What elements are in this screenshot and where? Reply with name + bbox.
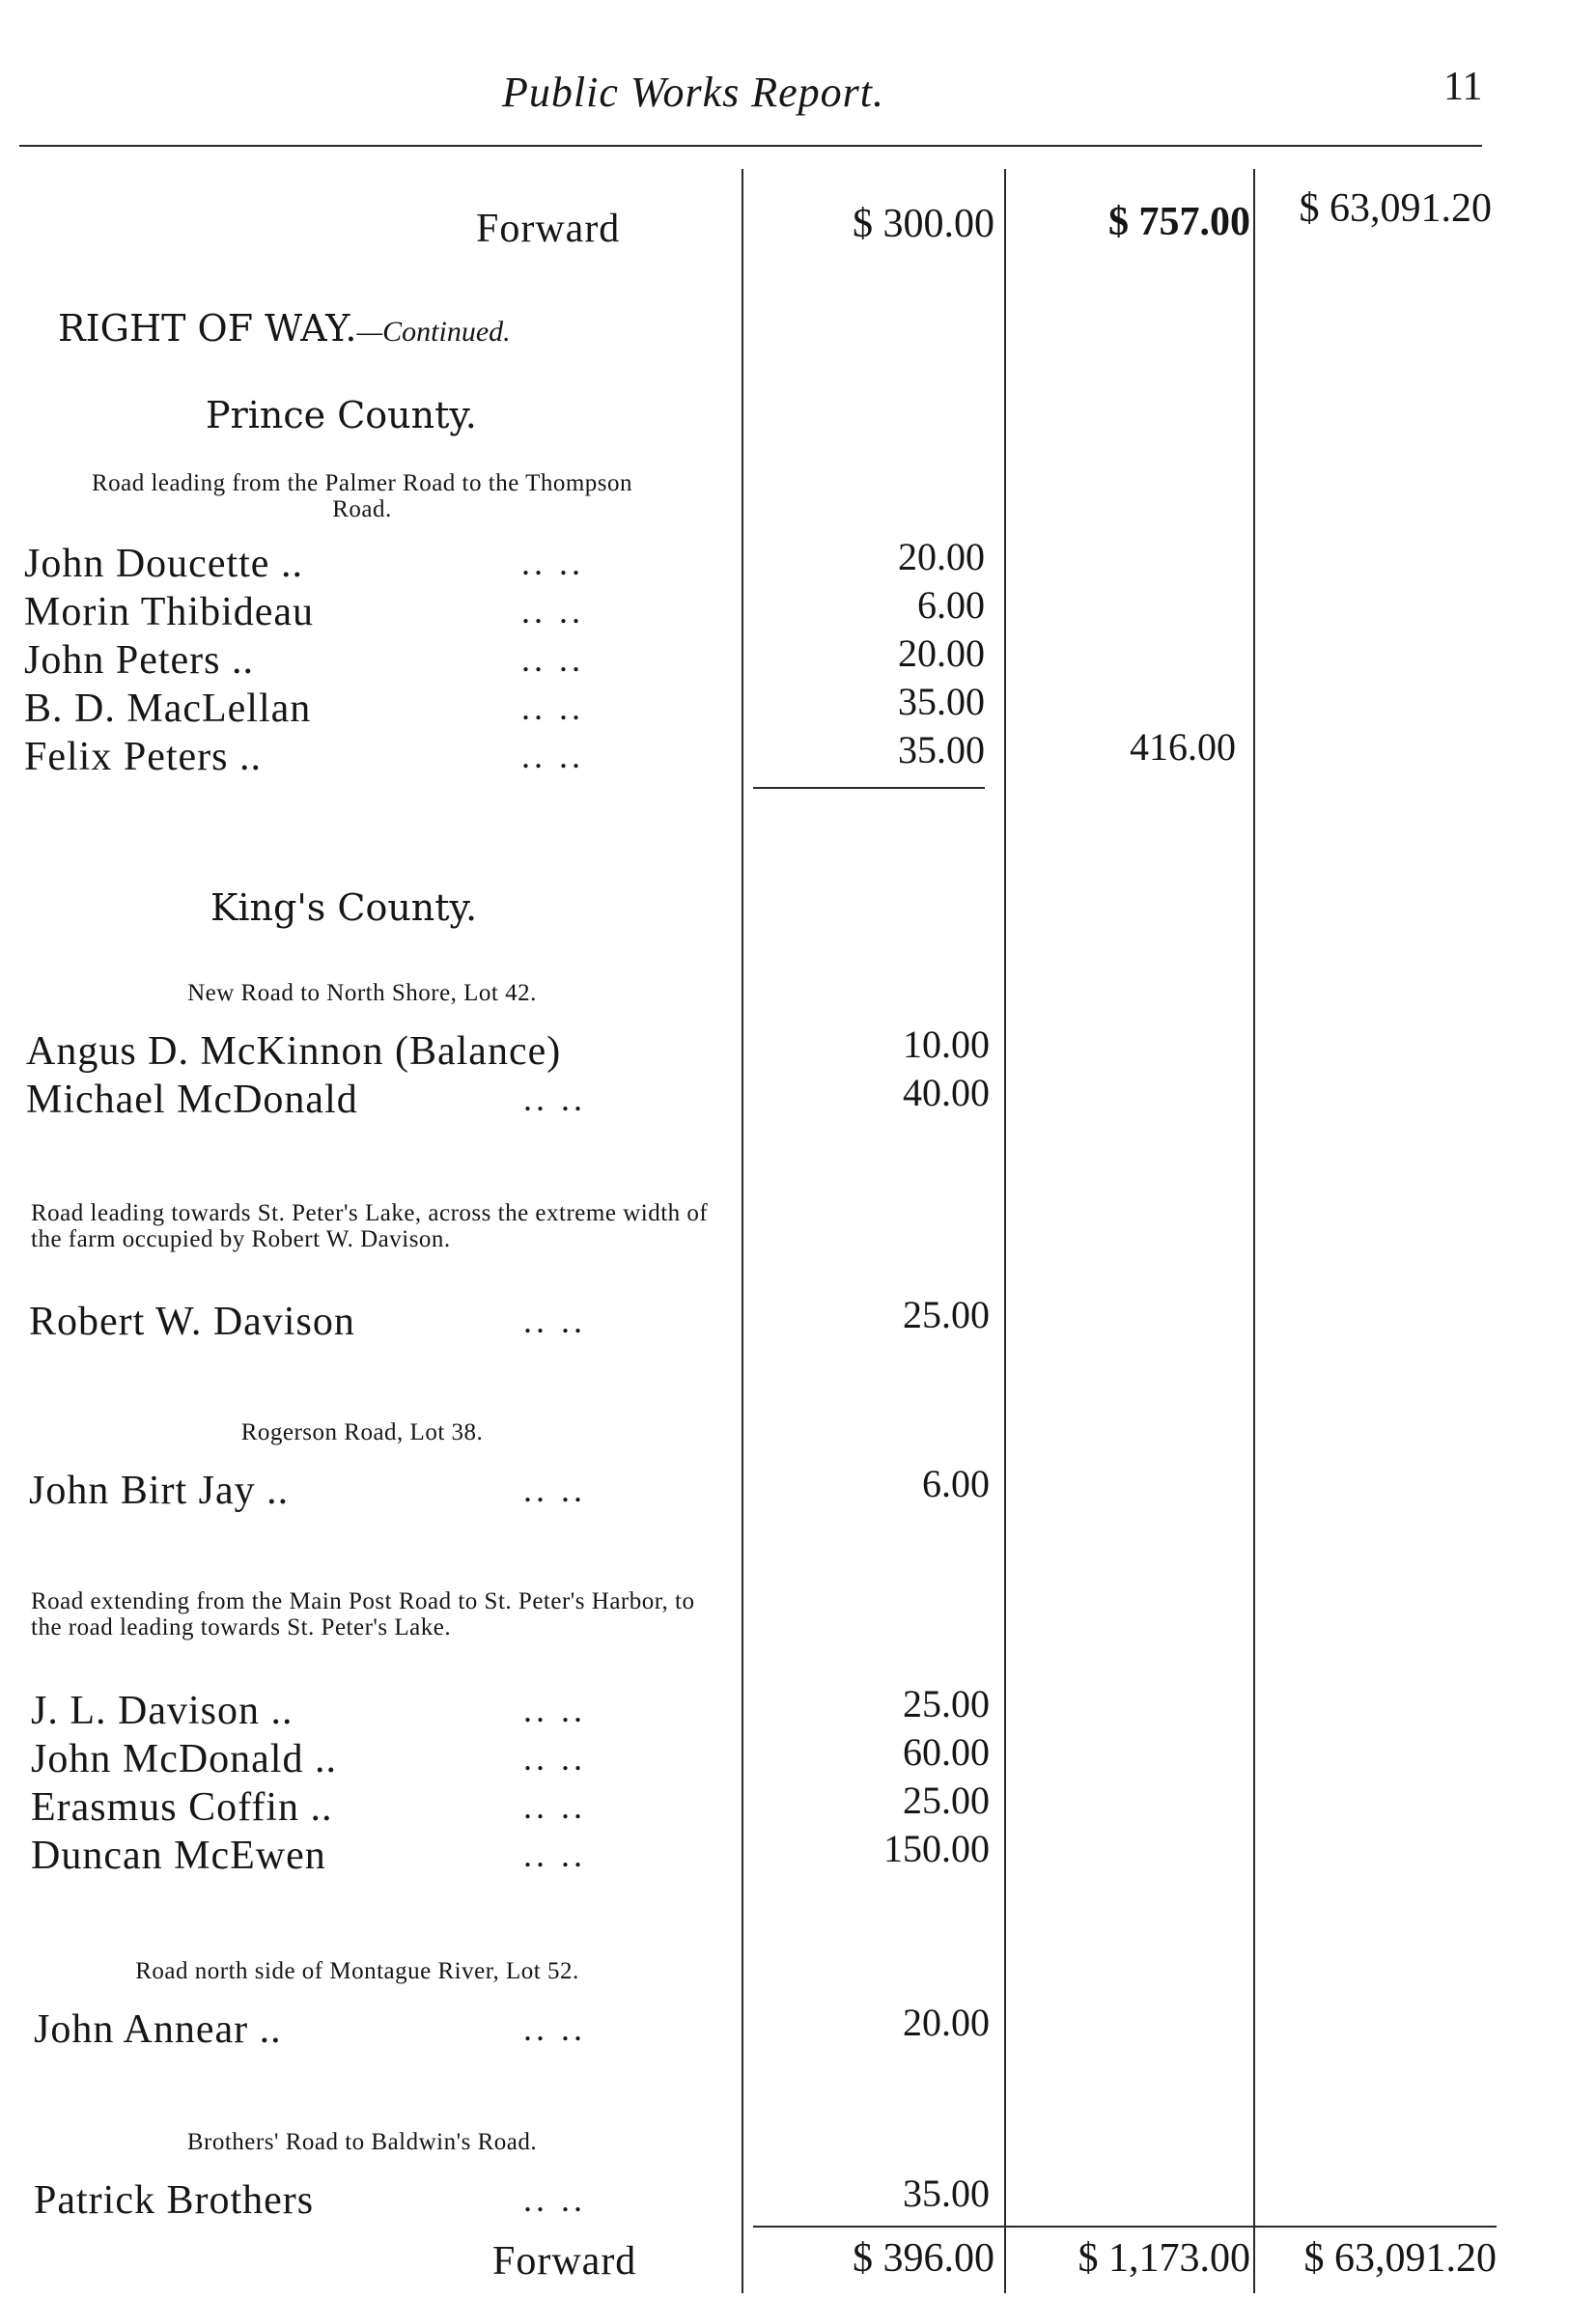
prince-road-description: Road leading from the Palmer Road to the Thompson Road.	[91, 470, 633, 522]
entry-amount: 10.00	[903, 1023, 990, 1066]
entry-dots: .. ..	[521, 544, 584, 582]
forward-label-bottom: Forward	[492, 2239, 637, 2284]
entry-dots: .. ..	[521, 592, 584, 631]
entry-amount: 25.00	[903, 1682, 990, 1725]
page-number: 11	[1443, 65, 1483, 109]
forward-label-top: Forward	[476, 207, 621, 251]
entry-dots: .. ..	[523, 2009, 586, 2048]
entry-dots: .. ..	[523, 1739, 586, 1778]
page-header-title: Public Works Report.	[502, 69, 884, 116]
entry-name: Michael McDonald	[26, 1078, 358, 1122]
entry-amount: 35.00	[903, 2172, 990, 2215]
section-continued: —Continued.	[356, 316, 511, 348]
entry-name: Felix Peters ..	[24, 735, 262, 779]
entry-name: Robert W. Davison	[29, 1300, 355, 1344]
prince-subtotal: 416.00	[1130, 725, 1236, 769]
kings-road-description: Road north side of Montague River, Lot 52.	[135, 1958, 579, 1984]
section-title-text: RIGHT OF WAY.	[58, 307, 357, 350]
entry-name: John Doucette ..	[24, 542, 303, 586]
entry-dots: .. ..	[523, 1836, 586, 1874]
entry-name: B. D. MacLellan	[24, 687, 312, 731]
entry-dots: .. ..	[521, 688, 584, 727]
forward-top-col2: $ 757.00	[1108, 200, 1250, 244]
entry-amount: 40.00	[903, 1071, 990, 1114]
forward-bottom-col2: $ 1,173.00	[1078, 2236, 1250, 2281]
entry-name: J. L. Davison ..	[31, 1689, 294, 1733]
kings-road-description: Rogerson Road, Lot 38.	[240, 1419, 484, 1445]
entry-dots: .. ..	[523, 1471, 586, 1509]
entry-amount: 35.00	[898, 680, 985, 723]
entry-name: Angus D. McKinnon (Balance)	[26, 1029, 562, 1074]
entry-amount: 6.00	[922, 1462, 990, 1505]
kings-road-description: Road extending from the Main Post Road to St. Peter's Harbor, to the road leading towards St. Peter's Lake.	[31, 1588, 695, 1640]
entry-name: Morin Thibideau	[24, 590, 315, 634]
entry-name: John Birt Jay ..	[29, 1469, 290, 1513]
column-rule-2	[1004, 169, 1006, 2293]
entry-amount: 150.00	[883, 1827, 990, 1870]
forward-bottom-col3: $ 63,091.20	[1303, 2236, 1497, 2281]
entry-amount: 20.00	[898, 631, 985, 675]
prince-county-title: Prince County.	[206, 394, 477, 436]
entry-amount: 20.00	[898, 535, 985, 578]
bottom-total-rule	[753, 2226, 1497, 2228]
entry-name: John McDonald ..	[31, 1737, 337, 1781]
header-rule	[19, 145, 1482, 147]
kings-road-description: Brothers' Road to Baldwin's Road.	[186, 2129, 538, 2155]
entry-name: John Peters ..	[24, 638, 254, 683]
entry-name: Patrick Brothers	[34, 2178, 315, 2223]
entry-dots: .. ..	[521, 640, 584, 679]
entry-name: John Annear ..	[34, 2007, 282, 2052]
forward-top-col3: $ 63,091.20	[1299, 186, 1492, 231]
entry-dots: .. ..	[523, 2180, 586, 2219]
entry-dots: .. ..	[521, 737, 584, 775]
forward-top-col1: $ 300.00	[853, 202, 994, 246]
kings-road-description: Road leading towards St. Peter's Lake, across the extreme width of the farm occupied by Robert W. Davison.	[31, 1200, 709, 1252]
kings-county-title: King's County.	[210, 886, 478, 929]
entry-dots: .. ..	[523, 1079, 586, 1118]
entry-amount: 25.00	[903, 1293, 990, 1336]
prince-subtotal-rule	[753, 787, 985, 789]
entry-name: Erasmus Coffin ..	[31, 1785, 333, 1830]
section-title	[58, 307, 511, 350]
entry-amount: 25.00	[903, 1779, 990, 1822]
kings-road-description: New Road to North Shore, Lot 42.	[187, 980, 537, 1006]
entry-dots: .. ..	[523, 1787, 586, 1826]
entry-amount: 35.00	[898, 728, 985, 771]
column-rule-1	[742, 169, 743, 2293]
entry-amount: 6.00	[917, 583, 985, 627]
entry-amount: 20.00	[903, 2001, 990, 2044]
entry-name: Duncan McEwen	[31, 1834, 326, 1878]
entry-dots: .. ..	[523, 1691, 586, 1729]
entry-amount: 60.00	[903, 1730, 990, 1774]
forward-bottom-col1: $ 396.00	[853, 2236, 994, 2281]
column-rule-3	[1253, 169, 1255, 2293]
entry-dots: .. ..	[523, 1302, 586, 1340]
